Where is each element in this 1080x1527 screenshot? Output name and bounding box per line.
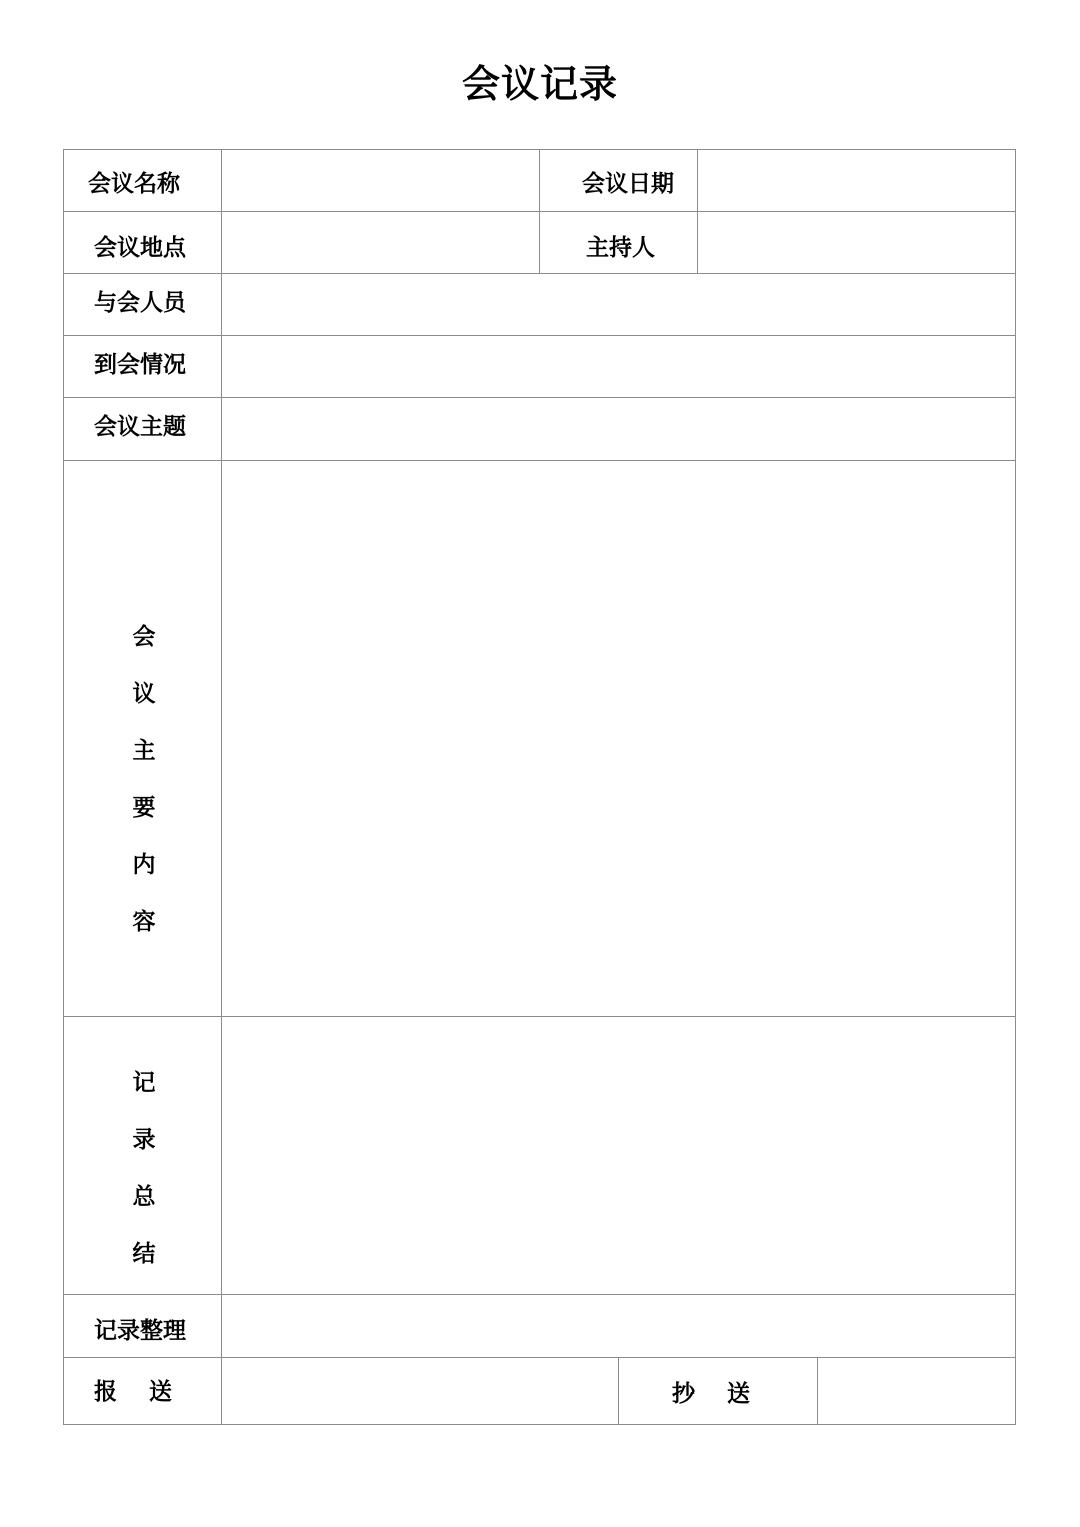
topic-label: 会议主题 — [94, 414, 186, 440]
report-to-field[interactable] — [222, 1358, 618, 1424]
host-field[interactable] — [698, 212, 1015, 273]
page-title: 会议记录 — [461, 62, 618, 106]
main-content-label-char: 内 — [132, 852, 156, 878]
main-content-label-char: 主 — [132, 738, 156, 764]
main-content-label-char: 会 — [132, 624, 156, 650]
summary-label-char: 结 — [132, 1241, 156, 1267]
summary-label-char: 总 — [132, 1184, 156, 1210]
summary-label — [129, 1064, 159, 1292]
cc-label: 抄 送 — [672, 1381, 751, 1407]
main-content-label-char: 容 — [132, 909, 156, 935]
summary-label-char: 记 — [132, 1070, 156, 1096]
meeting-location-label: 会议地点 — [94, 235, 186, 261]
column-divider — [539, 149, 540, 274]
summary-label-char: 录 — [132, 1127, 156, 1153]
main-content-field[interactable] — [222, 461, 1015, 1016]
attendance-field[interactable] — [222, 336, 1015, 397]
host-label: 主持人 — [586, 235, 655, 261]
main-content-label — [129, 618, 159, 960]
cc-field[interactable] — [818, 1358, 1015, 1424]
topic-field[interactable] — [222, 398, 1015, 460]
column-divider — [618, 1357, 619, 1425]
attendees-label: 与会人员 — [94, 290, 186, 316]
meeting-name-field[interactable] — [222, 150, 539, 211]
recorder-field[interactable] — [222, 1295, 1015, 1357]
attendance-label: 到会情况 — [94, 352, 186, 378]
main-content-label-char: 议 — [132, 681, 156, 707]
attendees-field[interactable] — [222, 274, 1015, 335]
meeting-date-label: 会议日期 — [582, 171, 674, 197]
meeting-date-field[interactable] — [698, 150, 1015, 211]
report-to-label: 报 送 — [94, 1379, 173, 1405]
summary-field[interactable] — [222, 1017, 1015, 1294]
meeting-location-field[interactable] — [222, 212, 539, 273]
meeting-name-label: 会议名称 — [88, 171, 180, 197]
main-content-label-char: 要 — [132, 795, 156, 821]
recorder-label: 记录整理 — [94, 1318, 186, 1344]
